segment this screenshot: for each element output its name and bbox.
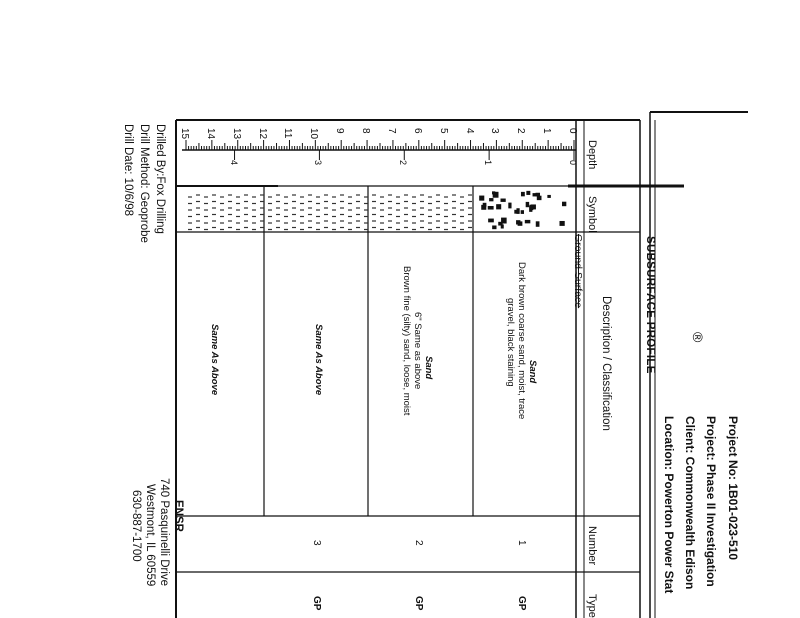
depth-label-ft: 0 <box>567 128 578 134</box>
gravel-symbol <box>479 196 484 201</box>
depth-label-ft: 7 <box>385 128 397 134</box>
gravel-symbol <box>514 210 519 214</box>
depth-label-ft: 12 <box>256 128 268 140</box>
sample-2-number: 2 <box>413 540 424 546</box>
depth-label-ft: 5 <box>437 128 449 134</box>
registered-mark: ® <box>690 332 706 343</box>
project-number: Project No: 1B01-023-510 <box>726 416 740 561</box>
gravel-symbol <box>529 206 532 212</box>
company-phone: 630-887-1700 <box>130 490 142 562</box>
project-name: Project: Phase II Investigation <box>704 416 718 587</box>
depth-label-m: 2 <box>398 160 409 166</box>
depth-label-ft: 10 <box>308 128 320 140</box>
depth-label-ft: 8 <box>360 128 372 134</box>
depth-label-ft: 14 <box>204 128 216 140</box>
depth-label-m: 3 <box>313 160 324 166</box>
gravel-symbol <box>501 218 507 224</box>
sample-3-type: GP <box>311 596 322 611</box>
gravel-symbol <box>559 221 564 226</box>
sample-2-type: GP <box>413 596 424 611</box>
gravel-symbol <box>518 221 523 225</box>
gravel-symbol <box>547 195 550 198</box>
column-header-type: Type <box>586 594 598 618</box>
company-address-1: 740 Pasquinelli Drive <box>158 478 170 587</box>
depth-label-ft: 1 <box>541 128 553 134</box>
depth-label-ft: 3 <box>489 128 501 134</box>
gravel-symbol <box>526 191 530 195</box>
depth-label-ft: 9 <box>334 128 346 134</box>
site-location: Location: Powerton Power Stat <box>662 416 676 594</box>
layer-2-line-1: 6" Same as above <box>412 312 423 390</box>
drill-method: Drill Method: Geoprobe <box>138 124 150 243</box>
depth-label-ft: 4 <box>463 128 475 134</box>
company-name: ENSR <box>172 500 184 532</box>
client-name: Client: Commonwealth Edison <box>683 416 697 590</box>
drill-date: Drill Date: 10/6/98 <box>122 124 134 217</box>
column-header-symbol: Symbol <box>586 196 598 233</box>
gravel-symbol <box>492 225 496 229</box>
depth-label-m: 1 <box>483 160 494 166</box>
gravel-symbol <box>496 204 501 209</box>
gravel-symbol <box>521 210 524 214</box>
gravel-symbol <box>526 202 529 207</box>
gravel-symbol <box>489 198 493 201</box>
gravel-symbol <box>492 191 495 194</box>
company-address-2: Westmont, IL 60559 <box>144 484 156 587</box>
gravel-symbol <box>537 196 542 200</box>
layer-1-line-1: Dark brown coarse sand, moist, trace <box>516 262 527 420</box>
column-header-number: Number <box>586 526 598 566</box>
layer-1-line-2: gravel, black staining <box>505 298 516 387</box>
gravel-symbol <box>536 221 540 226</box>
depth-label-ft: 13 <box>230 128 242 140</box>
sample-1-type: GP <box>516 596 527 611</box>
sample-1-number: 1 <box>516 540 527 546</box>
layer-1-title: Sand <box>527 360 538 384</box>
depth-label-ft: 2 <box>515 128 527 134</box>
gravel-symbol <box>488 219 494 223</box>
layer-2-title: Sand <box>423 356 434 380</box>
gravel-symbol <box>488 206 494 210</box>
drilled-by: Drilled By:Fox Drilling <box>154 124 166 234</box>
sample-3-number: 3 <box>311 540 322 546</box>
depth-label-ft: 6 <box>411 128 423 134</box>
section-title: SUBSURFACE PROFILE <box>644 236 656 374</box>
gravel-symbol <box>533 193 537 196</box>
column-header-description: Description / Classification <box>600 296 612 431</box>
gravel-symbol <box>508 203 511 209</box>
column-header-depth: Depth <box>586 140 598 170</box>
depth-label-m: 4 <box>228 160 239 166</box>
depth-label-ft: 11 <box>282 128 294 139</box>
layer-2-line-2: Brown fine (silty) sand, loose, moist <box>401 266 412 416</box>
gravel-symbol <box>562 202 566 206</box>
depth-label-ft: 15 <box>179 128 190 140</box>
gravel-symbol <box>501 224 504 228</box>
gravel-symbol <box>483 203 487 207</box>
layer-3-description: Same As Above <box>313 324 324 396</box>
gravel-symbol <box>525 220 531 223</box>
gravel-symbol <box>521 192 525 196</box>
ground-surface-label: Ground Surface <box>572 234 584 309</box>
depth-label-m: 0 <box>568 160 578 166</box>
layer-4-description: Same As Above <box>209 324 220 396</box>
gravel-symbol <box>501 199 506 202</box>
